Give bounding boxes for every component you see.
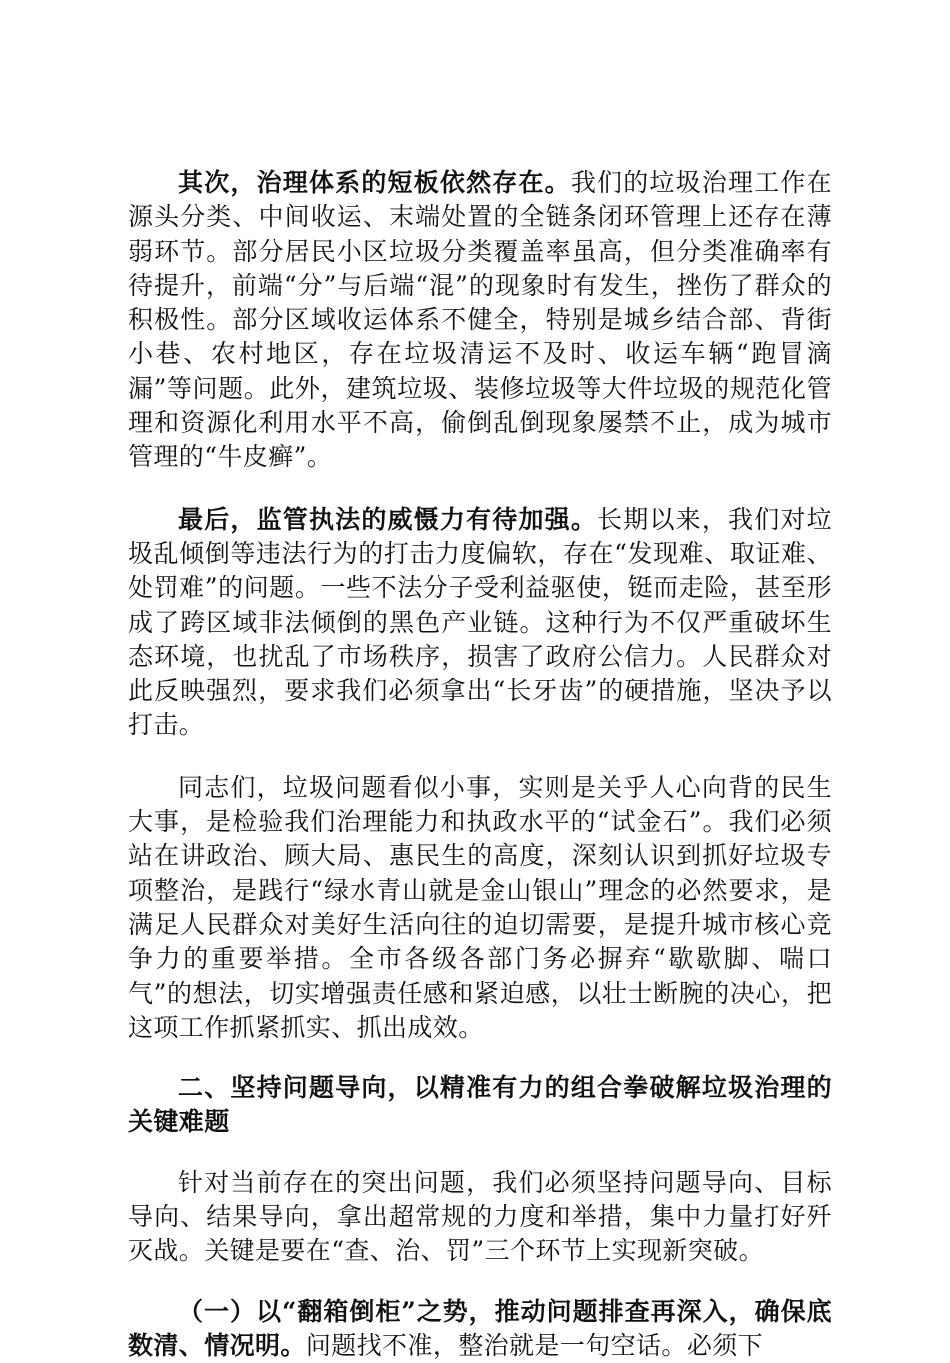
paragraph-spacer [128,1045,832,1071]
paragraph-spacer [128,475,832,503]
document-body [128,166,832,1363]
paragraph-spacer [128,1269,832,1295]
paragraph-text: 问题找不准，整治就是一句空话。必须下 [305,1330,764,1360]
paragraph-lead: 最后，监管执法的威慑力有待加强。 [178,504,598,534]
section-intro: 针对当前存在的突出问题，我们必须坚持问题导向、目标导向、结果导向，拿出超常规的力度和举措，集中力量打好歼灭战。关键是要在“查、治、罚”三个环节上实现新突破。 [128,1167,832,1266]
section-heading: 二、坚持问题导向，以精准有力的组合拳破解垃圾治理的关键难题 [128,1073,832,1137]
paragraph-spacer [128,1140,832,1166]
subsection-paragraph [128,1295,832,1363]
paragraph-governance-weakness [128,166,832,475]
subsection-heading: （一）以“翻箱倒柜”之势，推动问题排查再深入，确保底数清、情况明。 [128,1296,832,1360]
paragraph-comrades [128,771,832,1045]
paragraph-spacer [128,743,832,771]
paragraph-text: 我们的垃圾治理工作在源头分类、中间收运、末端处置的全链条闭环管理上还存在薄弱环节。部分居民小区垃圾分类覆盖率虽高，但分类准确率有待提升，前端“分”与后端“混”的现象时有发生，挫伤了群众的积极性。部分区域收运体系不健全，特别是城乡结合部、背街小巷、农村地区，存在垃圾清运不及时、收运车辆“跑冒滴漏”等问题。此外，建筑垃圾、装修垃圾等大件垃圾的规范化管理和资源化利用水平不高，偷倒乱倒现象屡禁不止，成为城市管理的“牛皮癣”。 [128,168,832,472]
paragraph-lead: 其次，治理体系的短板依然存在。 [178,168,571,197]
paragraph-text: 长期以来，我们对垃圾乱倾倒等违法行为的打击力度偏软，存在“发现难、取证难、处罚难”的问题。一些不法分子受利益驱使，铤而走险，甚至形成了跨区域非法倾倒的黑色产业链。这种行为不仅严重破坏生态环境，也扰乱了市场秩序，损害了政府公信力。人民群众对此反映强烈，要求我们必须拿出“长牙齿”的硬措施，坚决予以打击。 [128,504,832,740]
paragraph-text: 同志们，垃圾问题看似小事，实则是关乎人心向背的民生大事，是检验我们治理能力和执政水平的“试金石”。我们必须站在讲政治、顾大局、惠民生的高度，深刻认识到抓好垃圾专项整治，是践行“绿水青山就是金山银山”理念的必然要求，是满足人民群众对美好生活向往的迫切需要，是提升城市核心竞争力的重要举措。全市各级各部门务必摒弃“歇歇脚、喘口气”的想法，切实增强责任感和紧迫感，以壮士断腕的决心，把这项工作抓紧抓实、抓出成效。 [128,772,832,1042]
paragraph-enforcement-deterrence [128,503,832,743]
